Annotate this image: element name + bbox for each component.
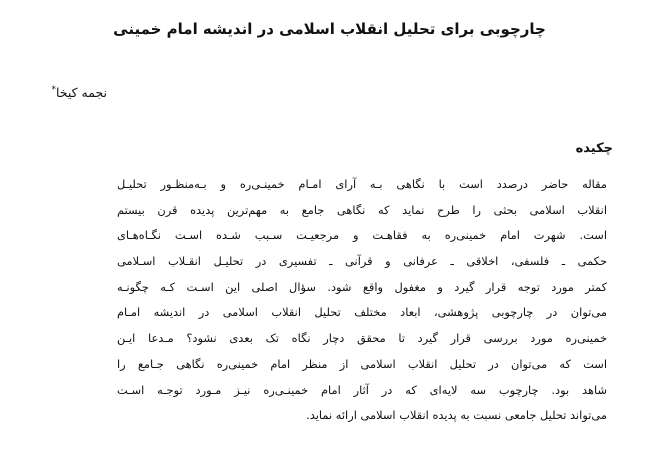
abstract-line: کمتر مورد توجه قرار گیرد و مغفول واقع شود. سؤال اصلی این اسـت کـه چگونـه xyxy=(117,279,607,294)
abstract-line: خمینی‌ره مورد بررسی قرار گیرد تا محقق دچار نگاه تک بعدی نشود؟ مـدعا ایـن xyxy=(117,331,607,346)
author-name-text: نجمه کیخا xyxy=(55,85,107,100)
abstract-line: شاهد بود. چارچوب سه لایه‌ای که در آثار امام خمینـی‌ره نیـز مـورد توجـه اسـت xyxy=(117,382,607,397)
paper-title: چارچوبی برای تحلیل انقلاب اسلامی در اندیشه امام خمینی xyxy=(113,20,546,38)
abstract-line: می‌توان در چارچوبی پژوهشی، ابعاد مختلف تحلیل انقلاب اسلامی در اندیشه امـام xyxy=(117,305,607,320)
author-footnote-mark: * xyxy=(51,84,56,95)
abstract-line: انقلاب اسلامی بحثی را طرح نماید که نگاهی جامع به مهم‌ترین پدیده قرن بیستم xyxy=(117,202,607,217)
abstract-heading: چکیده xyxy=(575,141,613,156)
abstract-line: حکمی ـ فلسفی، اخلاقی ـ عرفانی و قرآنی ـ تفسیری در تحلیـل انقـلاب اسـلامی xyxy=(117,254,607,269)
abstract-line: است. شهرت امام خمینی‌ره به فقاهـت و مرجعیـت سـبب شـده اسـت نگـاه‌هـای xyxy=(117,228,607,243)
abstract-line: است که می‌توان در تحلیل انقلاب اسلامی از منظر امام خمینی‌ره نگاهی جـامع را xyxy=(117,356,607,371)
abstract-line: می‌تواند تحلیل جامعی نسبت به پدیده انقلاب اسلامی ارائه نماید. xyxy=(306,408,607,423)
abstract-body xyxy=(117,172,607,429)
author-name xyxy=(51,84,107,102)
abstract-line: مقاله حاضر درصدد است با نگاهی بـه آرای امـام خمینـی‌ره و بـه‌منظـور تحلیـل xyxy=(117,177,607,191)
